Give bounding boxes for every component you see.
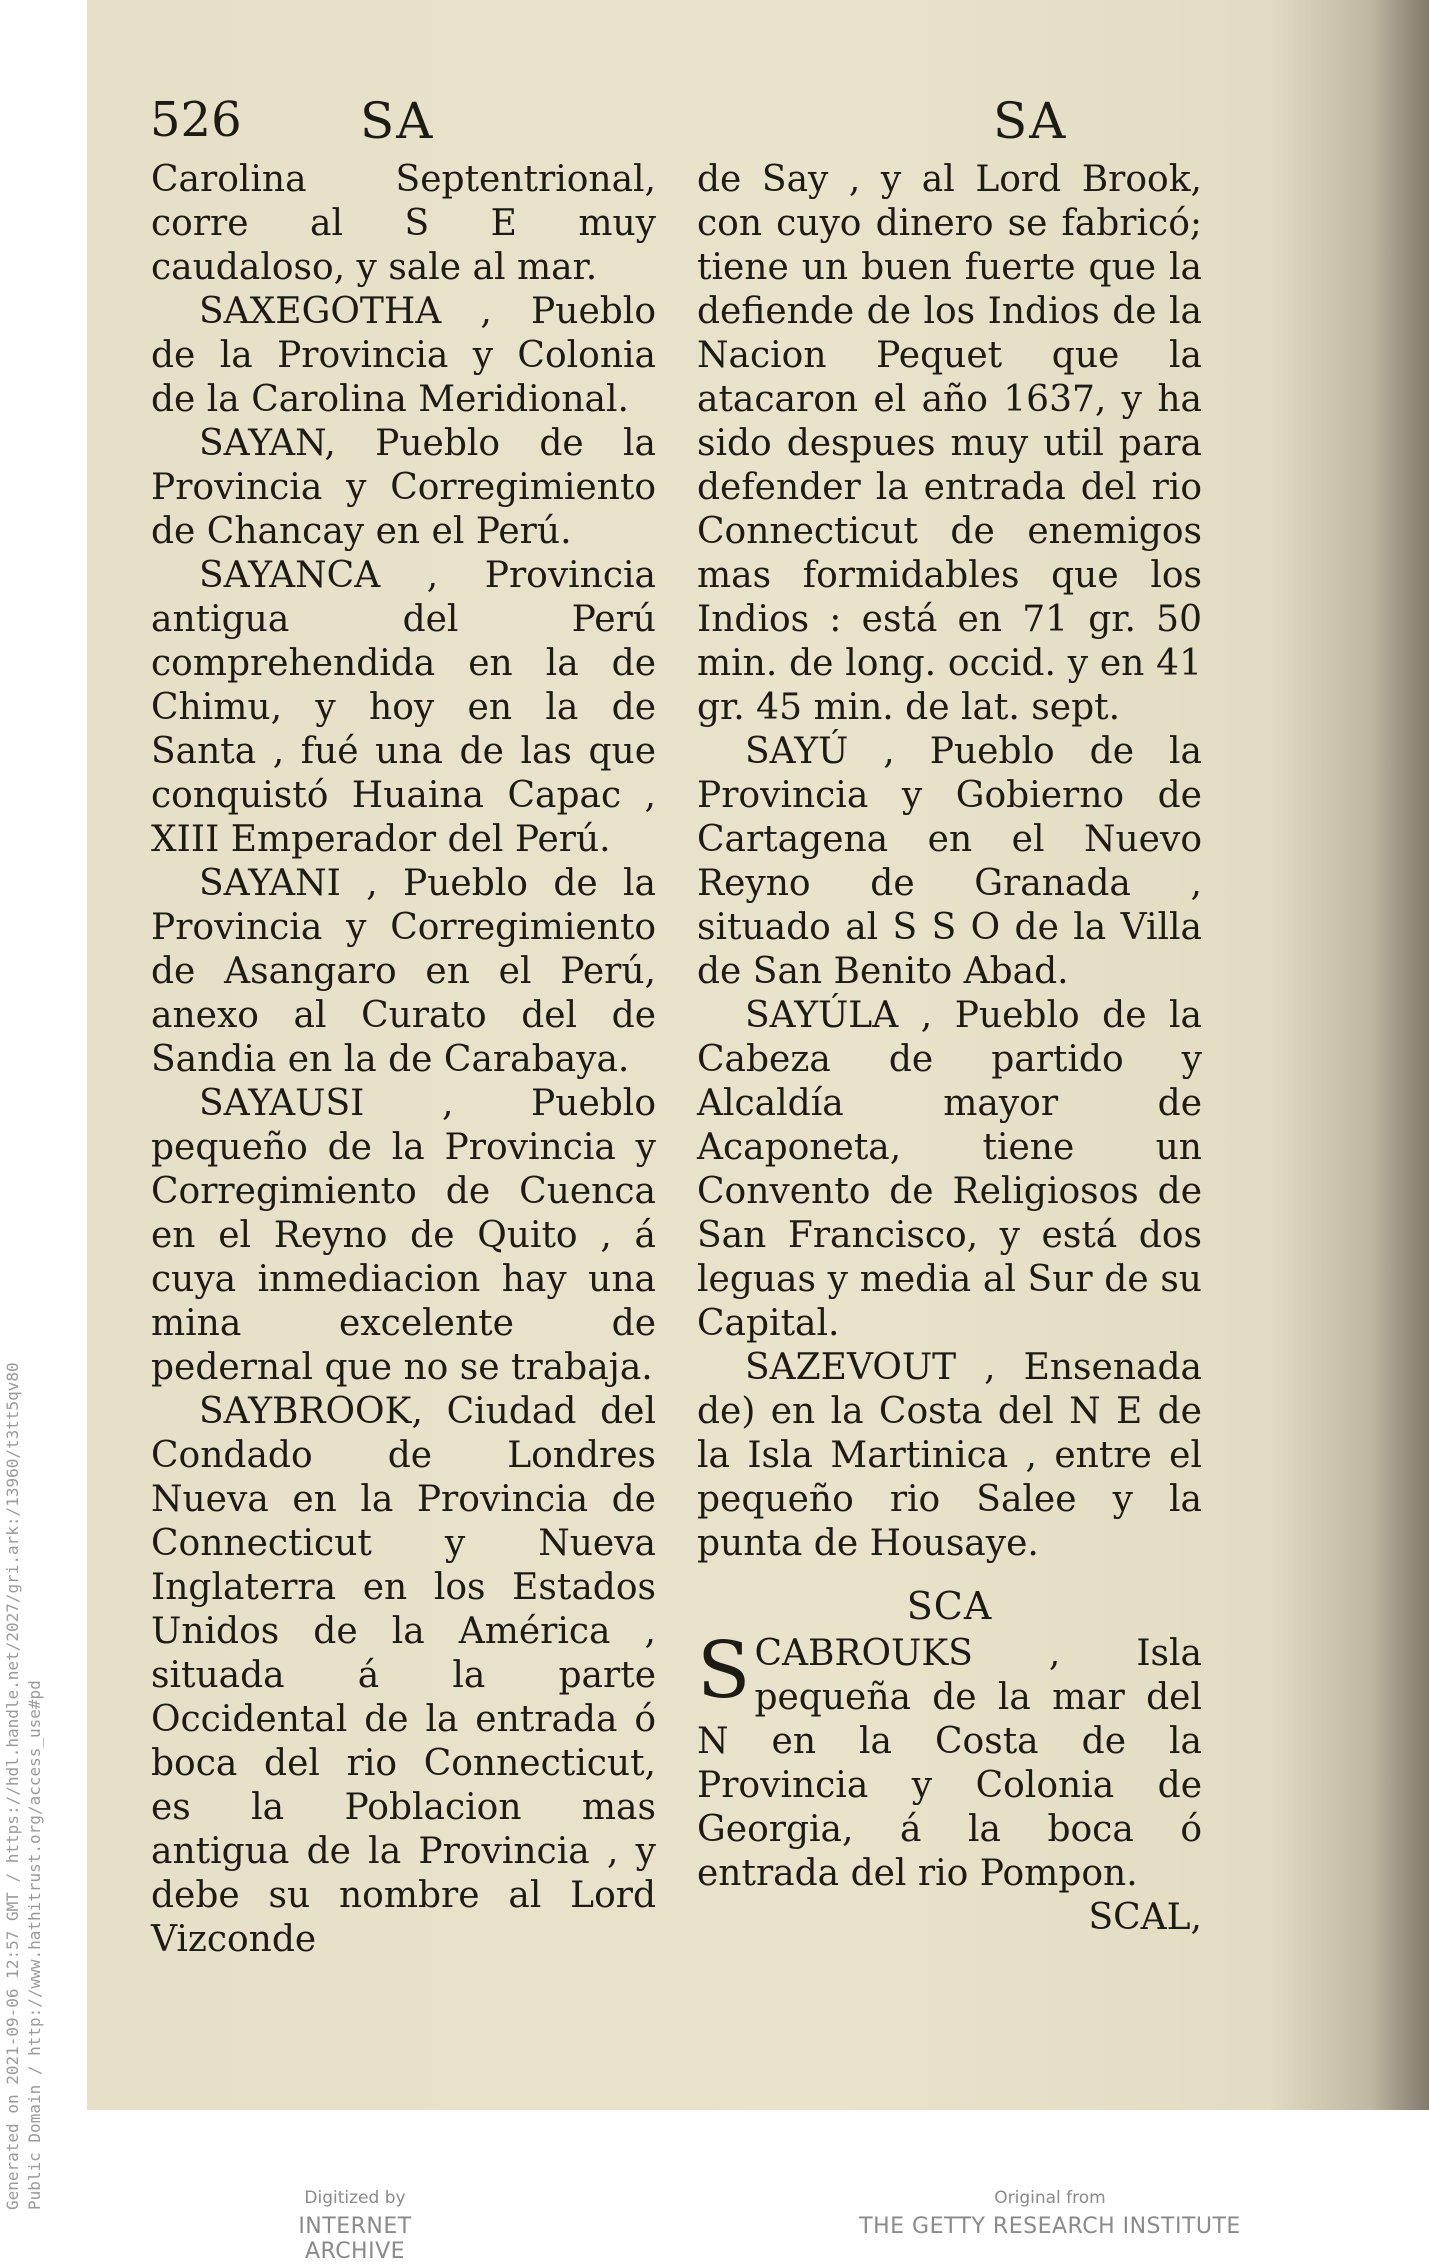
left-running-head: SA	[360, 92, 435, 150]
stamp-line-1: Generated on 2021-09-06 12:57 GMT / https://hdl.handle.net/2027/gri.ark:/13960/t3tt5qv80	[3, 1362, 22, 2210]
continued-entry-saybrook: de Say , y al Lord Brook, con cuyo dinero se fabricó; tiene un buen fuerte que la defiende de los Indios de la Nacion Pequet que la atacaron el año 1637, y ha sido despues muy util para defender la entrada del rio Connecticut de enemigos mas formidables que los Indios : está en 71 gr. 50 min. de long. occid. y en 41 gr. 45 min. de lat. sept.	[697, 159, 1202, 728]
right-running-head: SA	[993, 92, 1068, 150]
page-number: 526	[150, 92, 242, 148]
entry-scabrouks	[697, 1626, 1202, 1896]
entry-scabrouks-text: CABROUKS , Isla pequeña de la mar del N en la Costa de la Provincia y Colonia de Georgia, á la boca ó entrada del rio Pompon.	[697, 1633, 1202, 1894]
continued-entry: Carolina Septentrional, corre al S E muy caudaloso, y sale al mar.	[151, 159, 656, 288]
entry-saxegotha: SAXEGOTHA , Pueblo de la Provincia y Colonia de la Carolina Meridional.	[151, 291, 656, 420]
entry-sayanca: SAYANCA , Provincia antigua del Perú comprehendida en la de Chimu, y hoy en la de Santa , fué una de las que conquistó Huaina Capac , XIII Emperador del Perú.	[151, 555, 656, 860]
entry-saybrook: SAYBROOK, Ciudad del Condado de Londres Nueva en la Provincia de Connecticut y Nueva Inglaterra en los Estados Unidos de la América , situada á la parte Occidental de la entrada ó boca del rio Connecticut, es la Poblacion mas antigua de la Provincia , y debe su nombre al Lord Vizconde	[151, 1391, 656, 1960]
getty-label: THE GETTY RESEARCH INSTITUTE	[859, 2214, 1241, 2239]
footer-original	[840, 2188, 1260, 2239]
left-column	[151, 158, 656, 1962]
entry-sayu: SAYÚ , Pueblo de la Provincia y Gobierno de Cartagena en el Nuevo Reyno de Granada , situado al S S O de la Villa de San Benito Abad.	[697, 731, 1202, 992]
section-heading: SCA	[906, 1584, 993, 1628]
digitized-by-label: Digitized by	[304, 2188, 406, 2208]
footer-digitized	[255, 2188, 455, 2264]
right-column	[697, 158, 1202, 1940]
entry-sayula: SAYÚLA , Pueblo de la Cabeza de partido y Alcaldía mayor de Acaponeta, tiene un Convento de Religiosos de San Francisco, y está dos leguas y media al Sur de su Capital.	[697, 995, 1202, 1344]
entry-sayausi: SAYAUSI , Pueblo pequeño de la Provincia y Corregimiento de Cuenca en el Reyno de Quito , á cuya inmediacion hay una mina excelente de pedernal que no se trabaja.	[151, 1083, 656, 1388]
internet-archive-label: INTERNET ARCHIVE	[298, 2214, 412, 2264]
entry-sayani: SAYANI , Pueblo de la Provincia y Corregimiento de Asangaro en el Perú, anexo al Curato del de Sandia en la de Carabaya.	[151, 863, 656, 1080]
original-from-label: Original from	[994, 2188, 1106, 2208]
entry-sazevout: SAZEVOUT , Ensenada de) en la Costa del N E de la Isla Martinica , entre el pequeño rio Salee y la punta de Housaye.	[697, 1347, 1202, 1564]
stamp-line-2: Public Domain / http://www.hathitrust.org/access_use#pd	[25, 1680, 44, 2210]
entry-sayan: SAYAN, Pueblo de la Provincia y Corregimiento de Chancay en el Perú.	[151, 423, 656, 552]
generation-stamp	[2, 1362, 46, 2210]
drop-cap: S	[697, 1626, 751, 1716]
catchword: SCAL,	[1088, 1897, 1202, 1938]
page-gutter-shadow	[1369, 0, 1429, 2110]
